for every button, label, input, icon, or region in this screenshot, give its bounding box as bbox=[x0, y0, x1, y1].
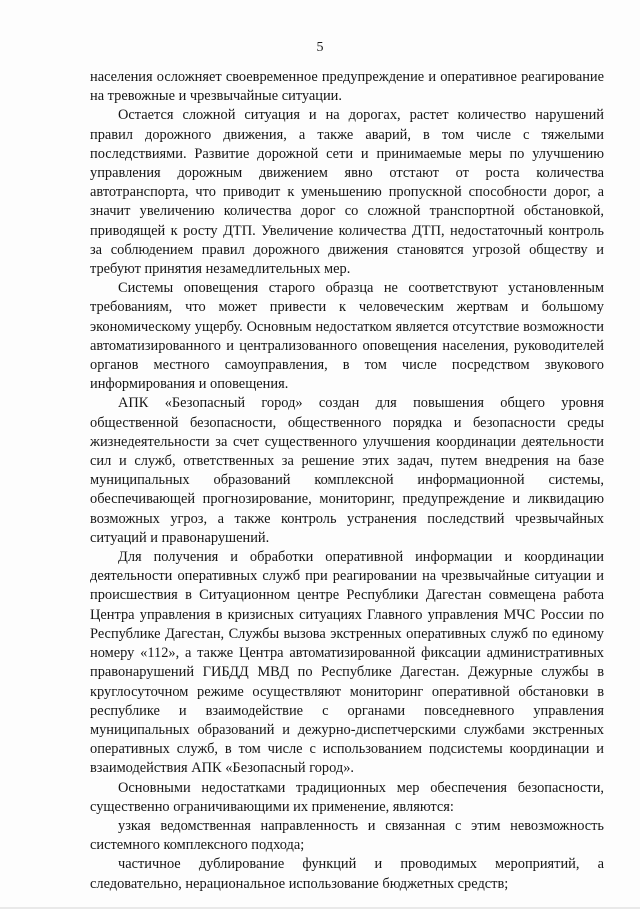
document-body bbox=[90, 68, 604, 894]
paragraph-shortcoming-duplication: частичное дублирование функций и проводимых мероприятий, а следовательно, нерациональное использование бюджетных средств; bbox=[90, 856, 604, 892]
paragraph-shortcoming-departmental: узкая ведомственная направленность и связанная с этим невозможность системного комплексного подхода; bbox=[90, 817, 604, 854]
paragraph-warning-systems: Системы оповещения старого образца не соответствуют установленным требованиям, что может привести к человеческим жертвам и большому экономическому ущербу. Основным недостатком является отсутствие возможности автоматизированного и централизованного оповещения населения, руководителей органов местного самоуправления, в том числе посредством звукового информирования и оповещения. bbox=[90, 280, 604, 393]
paragraph-situation-center: Для получения и обработки оперативной информации и координации деятельности оперативных служб при реагировании на чрезвычайные ситуации и происшествия в Ситуационном центре Республики Дагестан совмещена работа Центра управления в кризисных ситуациях Главного управления МЧС России по Республике Дагестан, Службы вызова экстренных оперативных служб по единому номеру «112», а также Центра автоматизированной фиксации административных правонарушений ГИБДД МВД по Республике Дагестан. Дежурные службы в круглосуточном режиме осуществляют мониторинг оперативной обстановки в республике и взаимодействие с органами повседневного управления муниципальных образований и дежурно-диспетчерскими службами экстренных оперативных служб, в том числе с использованием подсистемы координации и взаимодействия АПК «Безопасный город». bbox=[90, 549, 604, 777]
paragraph-safe-city: АПК «Безопасный город» создан для повышения общего уровня общественной безопасности, общественного порядка и безопасности среды жизнедеятельности за счет существенного улучшения координации деятельности сил и служб, ответственных за решение этих задач, путем внедрения на базе муниципальных образований комплексной информационной системы, обеспечивающей прогнозирование, мониторинг, предупреждение и ликвидацию возможных угроз, а также контроль устранения последствий чрезвычайных ситуаций и правонарушений. bbox=[90, 395, 604, 546]
paragraph-continuation: населения осложняет своевременное предупреждение и оперативное реагирование на тревожные и чрезвычайные ситуации. bbox=[90, 69, 604, 105]
page-number: 5 bbox=[316, 40, 324, 55]
paragraph-road-safety: Остается сложной ситуация и на дорогах, растет количество нарушений правил дорожного движения, а также аварий, в том числе с тяжелыми последствиями. Развитие дорожной сети и принимаемые меры по улучшению управления дорожным движением явно отстают от роста количества автотранспорта, что приводит к уменьшению пропускной способности дорог, а значит увеличению количества дорог со сложной транспортной обстановкой, приводящей к росту ДТП. Увеличение количества ДТП, недостаточный контроль за соблюдением правил дорожного движения становятся угрозой обществу и требуют принятия незамедлительных мер. bbox=[90, 107, 604, 278]
paragraph-shortcomings-intro: Основными недостатками традиционных мер обеспечения безопасности, существенно ограничивающими их применение, являются: bbox=[90, 779, 604, 815]
